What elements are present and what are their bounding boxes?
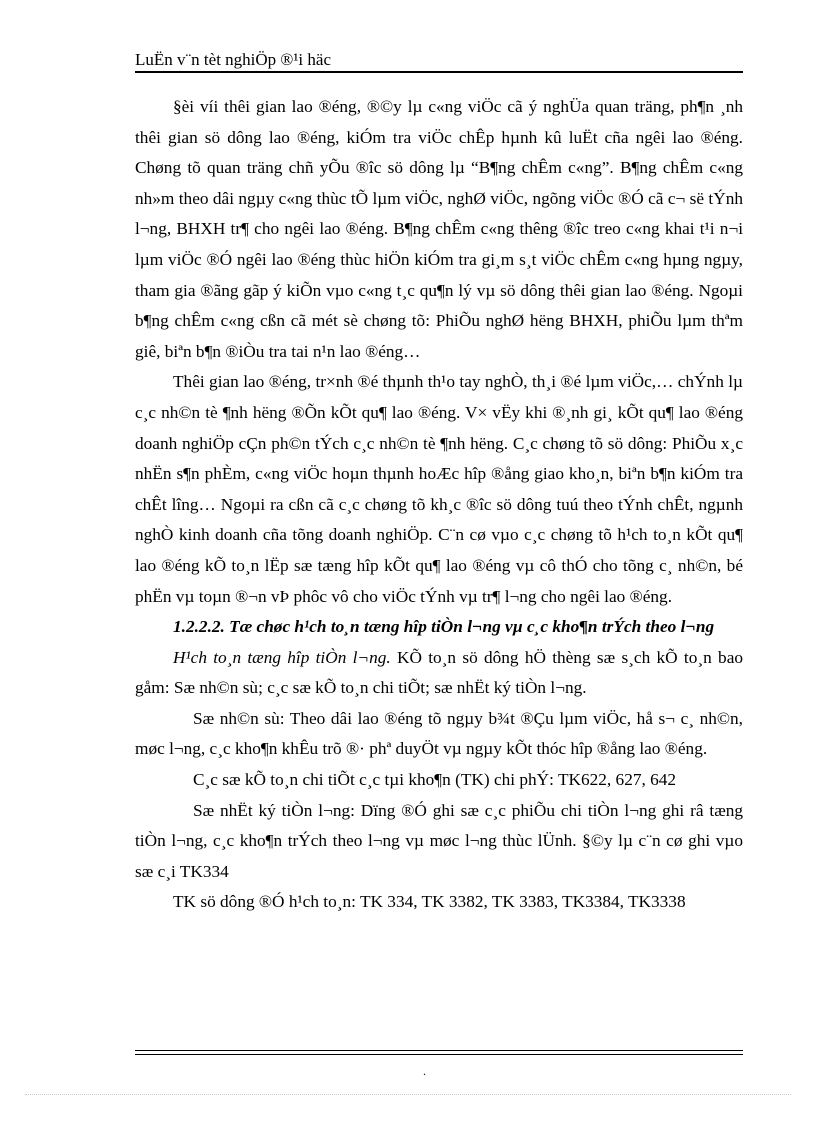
paragraph-lead-rest: KÕ to¸n sö dông hÖ thèng sæ s¸ch kÕ to¸n bao gåm: Sæ nh©n sù; c¸c sæ kÕ to¸n chi tiÕt; sæ nhËt ký tiÒn l¬ng. [135, 647, 743, 698]
paragraph-payroll-journal: Sæ nhËt ký tiÒn l¬ng: Dïng ®Ó ghi sæ c¸c phiÕu chi tiÒn l¬ng ghi râ tæng tiÒn l¬ng, c¸c kho¶n trÝch theo l¬ng vµ møc l¬ng thùc lÜnh. §©y lµ c¨n cø ghi vµo sæ c¸i TK334 [135, 800, 743, 881]
document-body [135, 92, 743, 918]
page-break-line [25, 1094, 791, 1095]
header-divider [135, 71, 743, 73]
paragraph-accounts-used: TK sö dông ®Ó h¹ch to¸n: TK 334, TK 3382, TK 3383, TK3384, TK3338 [173, 892, 686, 912]
footer-mark: . [423, 1064, 426, 1078]
footer-divider [135, 1050, 743, 1055]
paragraph-lead-italic: H¹ch to¸n tæng hîp tiÒn l¬ng. [173, 647, 391, 667]
paragraph-time-tracking: §èi víi thêi gian lao ®éng, ®©y lµ c«ng viÖc cã ý nghÜa quan träng, ph¶n ¸nh thêi gian sö dông lao ®éng, kiÓm tra viÖc chÊp hµnh kû luËt cña ngêi lao ®éng. Chøng tõ quan träng chñ yÕu ®îc sö dông lµ “B¶ng chÊm c«ng”. B¶ng chÊm c«ng nh»m theo dâi ngµy c«ng thùc tÕ lµm viÖc, nghØ viÖc, ngõng viÖc ®Ó cã c¬ së tÝnh l¬ng, BHXH tr¶ cho ngêi lao ®éng. B¶ng chÊm c«ng thêng ®îc treo c«ng khai t¹i n¬i lµm viÖc ®Ó ngêi lao ®éng thùc hiÖn kiÓm tra gi¸m s¸t viÖc chÊm c«ng hµng ngµy, tham gia ®ãng gãp ý kiÕn vµo c«ng t¸c qu¶n lý vµ sö dông thêi gian lao ®éng. Ngoµi b¶ng chÊm c«ng cßn cã mét sè chøng tõ: PhiÕu nghØ hëng BHXH, phiÕu lµm thªm giê, biªn b¶n ®iÒu tra tai n¹n lao ®éng… [135, 97, 743, 361]
paragraph-personnel-book: Sæ nh©n sù: Theo dâi lao ®éng tõ ngµy b¾t ®Çu lµm viÖc, hå s¬ c¸ nh©n, møc l¬ng, c¸c kho¶n khÊu trõ ®· phª duyÖt vµ ngµy kÕt thóc hîp ®ång lao ®éng. [135, 708, 743, 759]
paragraph-labor-results: Thêi gian lao ®éng, tr×nh ®é thµnh th¹o tay nghÒ, th¸i ®é lµm viÖc,… chÝnh lµ c¸c nh©n tè ¶nh hëng ®Õn kÕt qu¶ lao ®éng. V× vËy khi ®¸nh gi¸ kÕt qu¶ lao ®éng doanh nghiÖp cÇn ph©n tÝch c¸c nh©n tè ¶nh hëng. C¸c chøng tõ sö dông: PhiÕu x¸c nhËn s¶n phÈm, c«ng viÖc hoµn thµnh hoÆc hîp ®ång giao kho¸n, biªn b¶n kiÓm tra chÊt lîng… Ngoµi ra cßn cã c¸c chøng tõ kh¸c ®îc sö dông tuú theo tÝnh chÊt, ngµnh nghÒ kinh doanh cña tõng doanh nghiÖp. C¨n cø vµo c¸c chøng tõ h¹ch to¸n kÕt qu¶ lao ®éng kÕ to¸n lËp sæ tæng hîp kÕt qu¶ lao ®éng vµ cô thÓ cho tõng c¸ nh©n, bé phËn vµ toµn ®¬n vÞ phôc vô cho viÖc tÝnh vµ tr¶ l¬ng cho ngêi lao ®éng. [135, 372, 743, 606]
section-heading: 1.2.2.2. Tæ chøc h¹ch to¸n tæng hîp tiÒn l¬ng vµ c¸c kho¶n trÝch theo l¬ng [173, 617, 715, 637]
page-header-title: LuËn v¨n tèt nghiÖp ®¹i häc [135, 50, 331, 69]
paragraph-general-accounting [135, 643, 743, 704]
paragraph-detail-books: C¸c sæ kÕ to¸n chi tiÕt c¸c tµi kho¶n (TK) chi phÝ: TK622, 627, 642 [193, 770, 677, 790]
